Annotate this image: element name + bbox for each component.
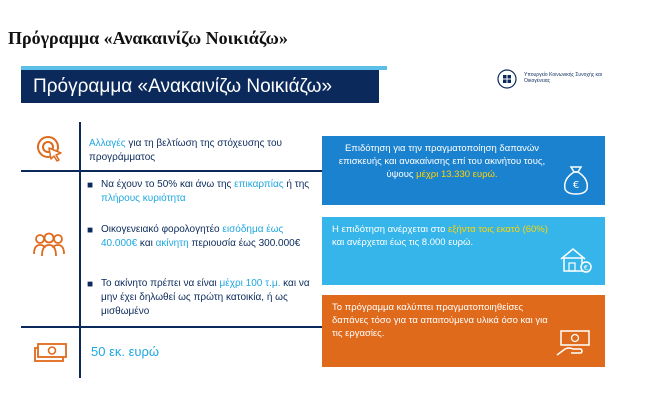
subsidy-box [322, 136, 605, 205]
subsidy-text [332, 142, 552, 181]
budget-amount: 50 εκ. ευρώ [91, 344, 160, 359]
criterion-1 [101, 178, 321, 206]
criterion-text: και [137, 238, 156, 249]
box-text: Η επιδότηση ανέρχεται στο [332, 224, 449, 235]
svg-text:€: € [583, 264, 589, 272]
cash-hand-icon [555, 327, 593, 359]
criterion-text: Να έχουν το 50% και άνω της [101, 179, 235, 190]
ministry-logo [494, 68, 624, 94]
divider-horizontal [21, 326, 351, 328]
criterion-text: ή της [283, 179, 310, 190]
percentage-box [322, 217, 605, 285]
bullet: ■ [87, 279, 94, 290]
criterion-highlight: ακίνητη [155, 238, 189, 249]
criterion-text: και να μην έχει δηλωθεί ως πρώτη κατοικία, ή ως μισθωμένο [101, 278, 310, 317]
house-money-icon [557, 243, 593, 277]
coverage-box [322, 295, 605, 367]
criterion-text: Το ακίνητο πρέπει να είναι [101, 278, 220, 289]
criterion-text: Οικογενειακό φορολογητέο [101, 224, 223, 235]
svg-text:€: € [572, 180, 580, 191]
bullet: ■ [87, 225, 94, 236]
people-icon [32, 232, 66, 258]
ministry-emblem-icon [494, 68, 520, 90]
target-click-icon [35, 134, 65, 164]
slide [17, 62, 625, 384]
criterion-highlight: επικαρπίας [234, 179, 284, 190]
percentage-text [332, 223, 552, 249]
money-icon [33, 340, 67, 364]
ministry-name: Υπουργείο Κοινωνικής Συνοχής και Οικογένειας [524, 72, 602, 84]
criterion-3 [101, 277, 316, 319]
bullet: ■ [87, 180, 94, 191]
box-highlight: μέχρι 13.330 ευρώ. [416, 169, 498, 180]
box-text: και ανέρχεται έως τις 8.000 ευρώ. [332, 237, 474, 248]
criterion-highlight: μέχρι 100 τ.μ. [219, 278, 281, 289]
box-highlight: εξήντα τοις εκατό (60%) [448, 224, 548, 235]
slide-banner [21, 70, 379, 103]
changes-rest: για τη βελτίωση της στόχευσης του προγράμματος [89, 138, 282, 163]
divider-vertical [79, 122, 81, 378]
box-text: Επιδότηση για την πραγματοποίηση δαπανών επισκευής και ανακαίνισης επί του ακινήτου τους, ύψους [338, 143, 546, 180]
coverage-text: Το πρόγραμμα καλύπτει πραγματοποιηθείσες δαπάνες τόσο για τα απαιτούμενα υλικά όσο και για τις εργασίες. [332, 302, 548, 339]
divider-horizontal [21, 170, 351, 172]
document-title: Πρόγραμμα «Ανακαινίζω Νοικιάζω» [8, 28, 288, 48]
changes-text [89, 137, 319, 165]
banner-title: Πρόγραμμα «Ανακαινίζω Νοικιάζω» [33, 76, 333, 97]
criterion-highlight: πλήρους κυριότητα [101, 193, 186, 204]
changes-highlight: Αλλαγές [89, 138, 126, 149]
criterion-highlight: εισόδημα έως 40.000€ [101, 224, 284, 249]
criterion-2 [101, 223, 311, 251]
money-bag-icon [559, 161, 593, 197]
criterion-text: περιουσία έως 300.000€ [188, 238, 301, 249]
